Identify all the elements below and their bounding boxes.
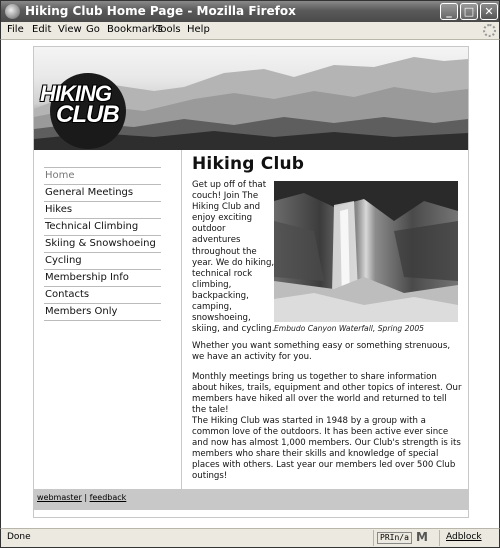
sidebar [34,150,182,490]
history-paragraph: The Hiking Club was started in 1948 by a group with a common love of the outdoors. It has been active ever since and now has almost 1,000 members. Our Club's strength is its members who share their skills and knowledge of special places with others. Last year our members led over 500 Club outings! [192,416,461,482]
menu-edit[interactable]: Edit [32,24,52,35]
throbber-icon [483,24,496,37]
nav-item-hikes[interactable]: Hikes [44,201,161,218]
menu-file[interactable]: File [7,24,24,35]
feedback-link[interactable]: feedback [89,493,127,502]
status-text: Done [7,532,31,542]
meetings-paragraph: Monthly meetings bring us together to share information about hikes, trails, equipment and other topics of interest. Our members have hiked all over the world and returned to tell the tale! [192,372,462,416]
nav-divider [44,320,161,321]
mail-icon[interactable]: M [416,530,428,544]
waterfall-image [274,181,458,322]
sidebar-nav [44,167,161,321]
logo-line-2: CLUB [56,101,119,128]
nav-item-membership-info[interactable]: Membership Info [44,269,161,286]
logo-line-1: HIKING [40,81,111,106]
print-status-icon[interactable]: PRIn/a [377,532,412,544]
menu-view[interactable]: View [58,24,82,35]
maximize-button[interactable]: □ [460,3,478,20]
waterfall-photo [274,181,458,322]
minimize-button[interactable]: _ [440,3,458,20]
menu-go[interactable]: Go [86,24,100,35]
window-title: Hiking Club Home Page - Mozilla Firefox [25,4,296,18]
nav-item-skiing-snowshoeing[interactable]: Skiing & Snowshoeing [44,235,161,252]
nav-item-contacts[interactable]: Contacts [44,286,161,303]
status-separator [373,530,374,546]
main-content [192,150,462,490]
mountain-banner [34,47,468,150]
footer-links [37,493,126,502]
web-page [33,46,469,518]
browser-viewport[interactable] [0,40,500,528]
intro-paragraph: Get up off of that couch! Join The Hiking Club and enjoy exciting outdoor adventures throughout the year. We do hiking, technical rock climbing, backpacking, camping, snowshoeing, skiing, and cycling. [192,180,275,335]
menu-bar [0,22,500,40]
nav-item-cycling[interactable]: Cycling [44,252,161,269]
menu-tools[interactable]: Tools [156,24,181,35]
menu-help[interactable]: Help [187,24,210,35]
adblock-button[interactable]: Adblock [446,532,482,542]
nav-item-home[interactable]: Home [44,167,161,184]
status-bar [0,528,500,548]
hiking-club-logo[interactable] [40,73,130,129]
intro-continuation: Whether you want something easy or something strenuous, we have an activity for you. [192,341,451,363]
nav-item-technical-climbing[interactable]: Technical Climbing [44,218,161,235]
menu-bookmarks[interactable]: Bookmarks [107,24,163,35]
nav-item-members-only[interactable]: Members Only [44,303,161,320]
firefox-icon [5,4,20,19]
close-button[interactable]: ✕ [480,3,498,20]
footer-separator: | [84,493,88,502]
photo-caption: Embudo Canyon Waterfall, Spring 2005 [274,324,424,333]
page-heading: Hiking Club [192,154,305,174]
status-separator-2 [439,530,440,546]
page-footer [34,489,468,510]
webmaster-link[interactable]: webmaster [37,493,82,502]
window-titlebar [0,0,500,22]
nav-item-general-meetings[interactable]: General Meetings [44,184,161,201]
